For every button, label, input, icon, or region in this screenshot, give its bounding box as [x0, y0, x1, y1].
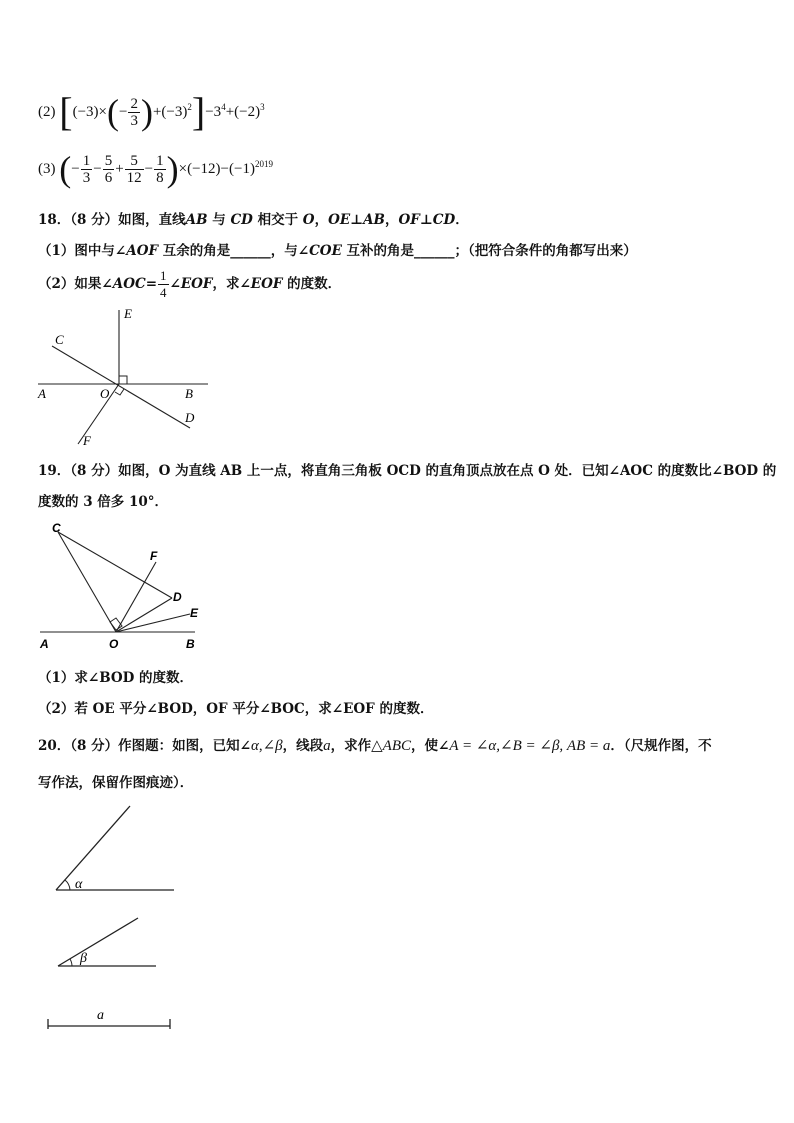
label-O: O [109, 637, 119, 651]
q20-line1: 20．（8 分）作图题：如图，已知∠α,∠β，线段a，求作△ABC，使∠A = ∠α,∠B = ∠β, AB = a．（尺规作图，不 [38, 738, 712, 754]
label-alpha: α [75, 877, 83, 892]
label-A: A [38, 386, 46, 401]
label-O: O [100, 386, 110, 401]
label-C: C [55, 332, 64, 347]
figure-20 [40, 800, 190, 1036]
label-B: B [186, 637, 195, 651]
q19-part2: （2）若 OE 平分∠BOD，OF 平分∠BOC，求∠EOF 的度数． [38, 701, 434, 717]
q18-part1: （1）图中与∠AOF 互余的角是______，与∠COE 互补的角是______；（把符合条件的角都写出来） [38, 243, 637, 259]
label-B: B [185, 386, 193, 401]
bracket-close: ] [191, 89, 206, 134]
expression-3: (3) (− $\frac{1}{3}$ − $\frac{5}{6}$ + $\frac{5}{12}$ − $\frac{1}{8}$ )$\times(-12)-(-1)^{2019}$ [38, 149, 273, 189]
label-F: F [150, 549, 158, 563]
label-D: D [185, 410, 195, 425]
figure-18 [30, 302, 210, 450]
q19-line2: 度数的 3 倍多 10°． [38, 494, 169, 510]
q19-line1: 19．（8 分）如图，O 为直线 AB 上一点，将直角三角板 OCD 的直角顶点放在点 O 处．已知∠AOC 的度数比∠BOD 的 [38, 463, 777, 479]
label-F: F [83, 433, 91, 448]
label-beta: β [80, 951, 87, 966]
figure-19 [30, 518, 210, 653]
label-C: C [52, 521, 61, 535]
q20-line2: 写作法，保留作图痕迹）． [38, 775, 194, 791]
q18-part2: （2）如果∠AOC= $\frac{1}{4}$ ∠EOF，求∠EOF 的度数． [38, 268, 342, 300]
label-E: E [190, 606, 199, 620]
label-A: A [40, 637, 49, 651]
expression-2: (2) [(−3)×(− $\frac{2}{3}$ )$+(-3)^2]-3^4+(-2)^3$ [38, 89, 265, 134]
q19-part1: （1）求∠BOD 的度数． [38, 670, 194, 686]
q18-heading: 18．（8 分）如图，直线AB 与 CD 相交于 O，OE⊥AB，OF⊥CD． [38, 212, 469, 228]
problem-number: (3) [38, 161, 56, 177]
label-D: D [173, 590, 182, 604]
fraction: $\frac{2}{3}$ [130, 96, 138, 130]
bracket-open: [ [59, 89, 73, 134]
label-segment-a: a [97, 1008, 104, 1023]
label-E: E [124, 306, 132, 321]
problem-number: (2) [38, 104, 56, 120]
